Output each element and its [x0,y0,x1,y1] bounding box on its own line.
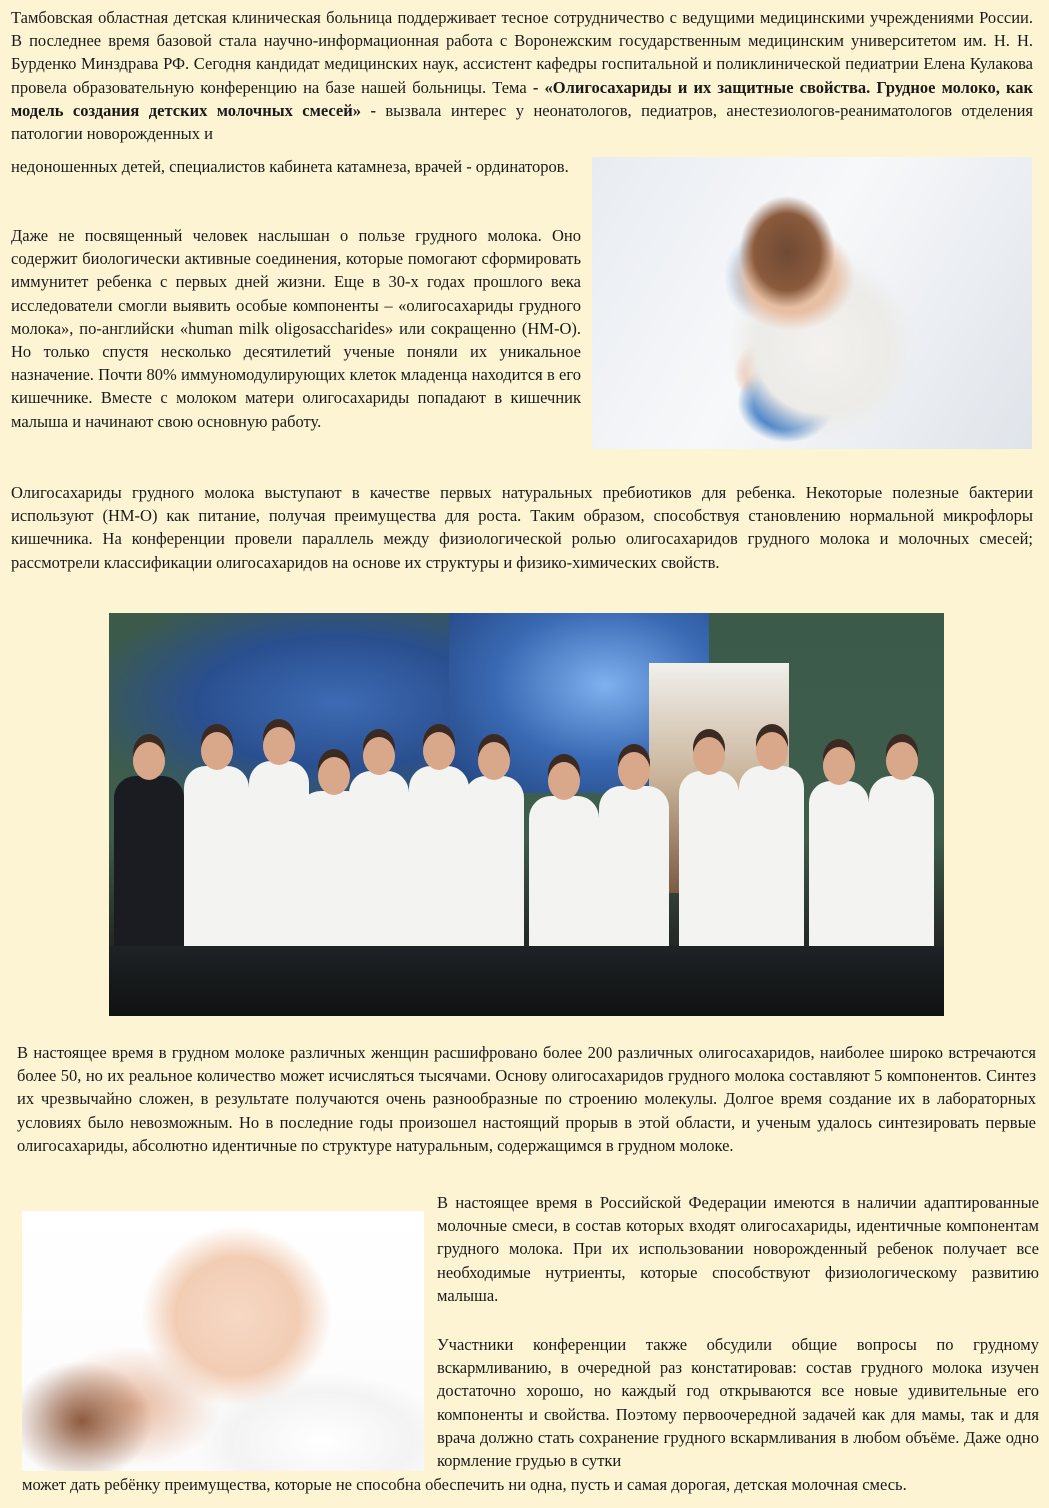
closing-line: может дать ребёнку преимущества, которые не способна обеспечить ни одна, пусть и самая дорогая, детская молочная смесь. [22,1475,907,1494]
breast-milk-paragraph: Даже не посвященный человек наслышан о пользе грудного молока. Оно содержит биологически активные соединения, которые помогают сформировать иммунитет ребенка с первых дней жизни. Еще в 30-х годах прошлого века исследователи смогли выявить особые компоненты – «олигосахариды грудного молока», по-английски «human milk oligosaccharides» или сокращенно (HM-O). Но только спустя несколько десятилетий ученые поняли их уникальное назначение. Почти 80% иммуномодулирующих клеток младенца находится в его кишечнике. Вместе с молоком матери олигосахариды попадают в кишечник малыша и начинают свою основную работу. [11,226,581,431]
conference-topic: - «Олигосахариды и их защитные свойства. Грудное молоко, как модель создания детских молочных смесей» - [11,77,1034,120]
intro-text: Тамбовская областная детская клиническая больница поддерживает тесное сотрудничество с ведущими медицинскими учреждениями России. В последнее время базовой стала научно-информационная работа с Воронежским государственным медицинским университетом им. Н. Н. Бурденко Минздрава РФ. Сегодня кандидат медицинских наук, ассистент кафедры госпитальной и поликлинической педиатрии Елена Кулакова провела образовательную конференцию на базе нашей больницы. Тема [11,8,1033,97]
prebiotics-paragraph: Олигосахариды грудного молока выступают в качестве первых натуральных пребиотиков для ребенка. Некоторые полезные бактерии используют (HM-O) как питание, получая преимущества для роста. Таким образом, способствуя становлению нормальной микрофлоры кишечника. На конференции провели параллель между физиологической ролью олигосахаридов грудного молока и молочных смесей; рассмотрели классификации олигосахаридов на основе их структуры и физико-химических свойств. [11,483,1033,572]
oligosaccharides-paragraph: В настоящее время в грудном молоке различных женщин расшифровано более 200 различных олигосахаридов, наиболее широко встречаются более 50, но их реальное количество может исчисляться тысячами. Основу олигосахаридов грудного молока составляют 5 компонентов. Синтез их чрезвычайно сложен, в результате получаются очень разнообразные по строению молекулы. Долгое время создание их в лабораторных условиях было невозможным. Но в последние годы произошел настоящий прорыв в этой области, и ученым удалось синтезировать первые олигосахариды, абсолютно идентичные по структуре натуральным, содержащимся в грудном молоке. [17,1043,1036,1155]
formula-paragraph: В настоящее время в Российской Федерации имеются в наличии адаптированные молочные смеси, в состав которых входят олигосахариды, идентичные компонентам грудного молока. При их использовании новорожденный ребенок получает все необходимые нутриенты, которые способствуют физиологическому развитию малыша. [437,1193,1039,1305]
mother-and-baby-photo [22,1211,424,1471]
intro-paragraph-continuation: недоношенных детей, специалистов кабинета катамнеза, врачей - ординаторов. [11,157,569,176]
conference-participants-photo [109,613,944,1016]
intro-text-end: вызвала интерес у неонатологов, педиатров, анестезиологов-реаниматологов отделения патологии новорожденных и [11,100,1033,144]
participants-discussion-paragraph: Участники конференции также обсудили общие вопросы по грудному вскармливанию, в очередной раз констатировав: состав грудного молока изучен достаточно хорошо, но каждый год открываются все новые удивительные его компоненты и свойства. Поэтому первоочередной задачей как для мамы, так и для врача должно стать сохранение грудного вскармливания в любом объёме. Даже одно кормление грудью в сутки [437,1335,1039,1471]
mother-breastfeeding-photo [592,157,1032,449]
auditorium-chairs [109,946,944,1016]
intro-paragraph [11,6,1033,145]
